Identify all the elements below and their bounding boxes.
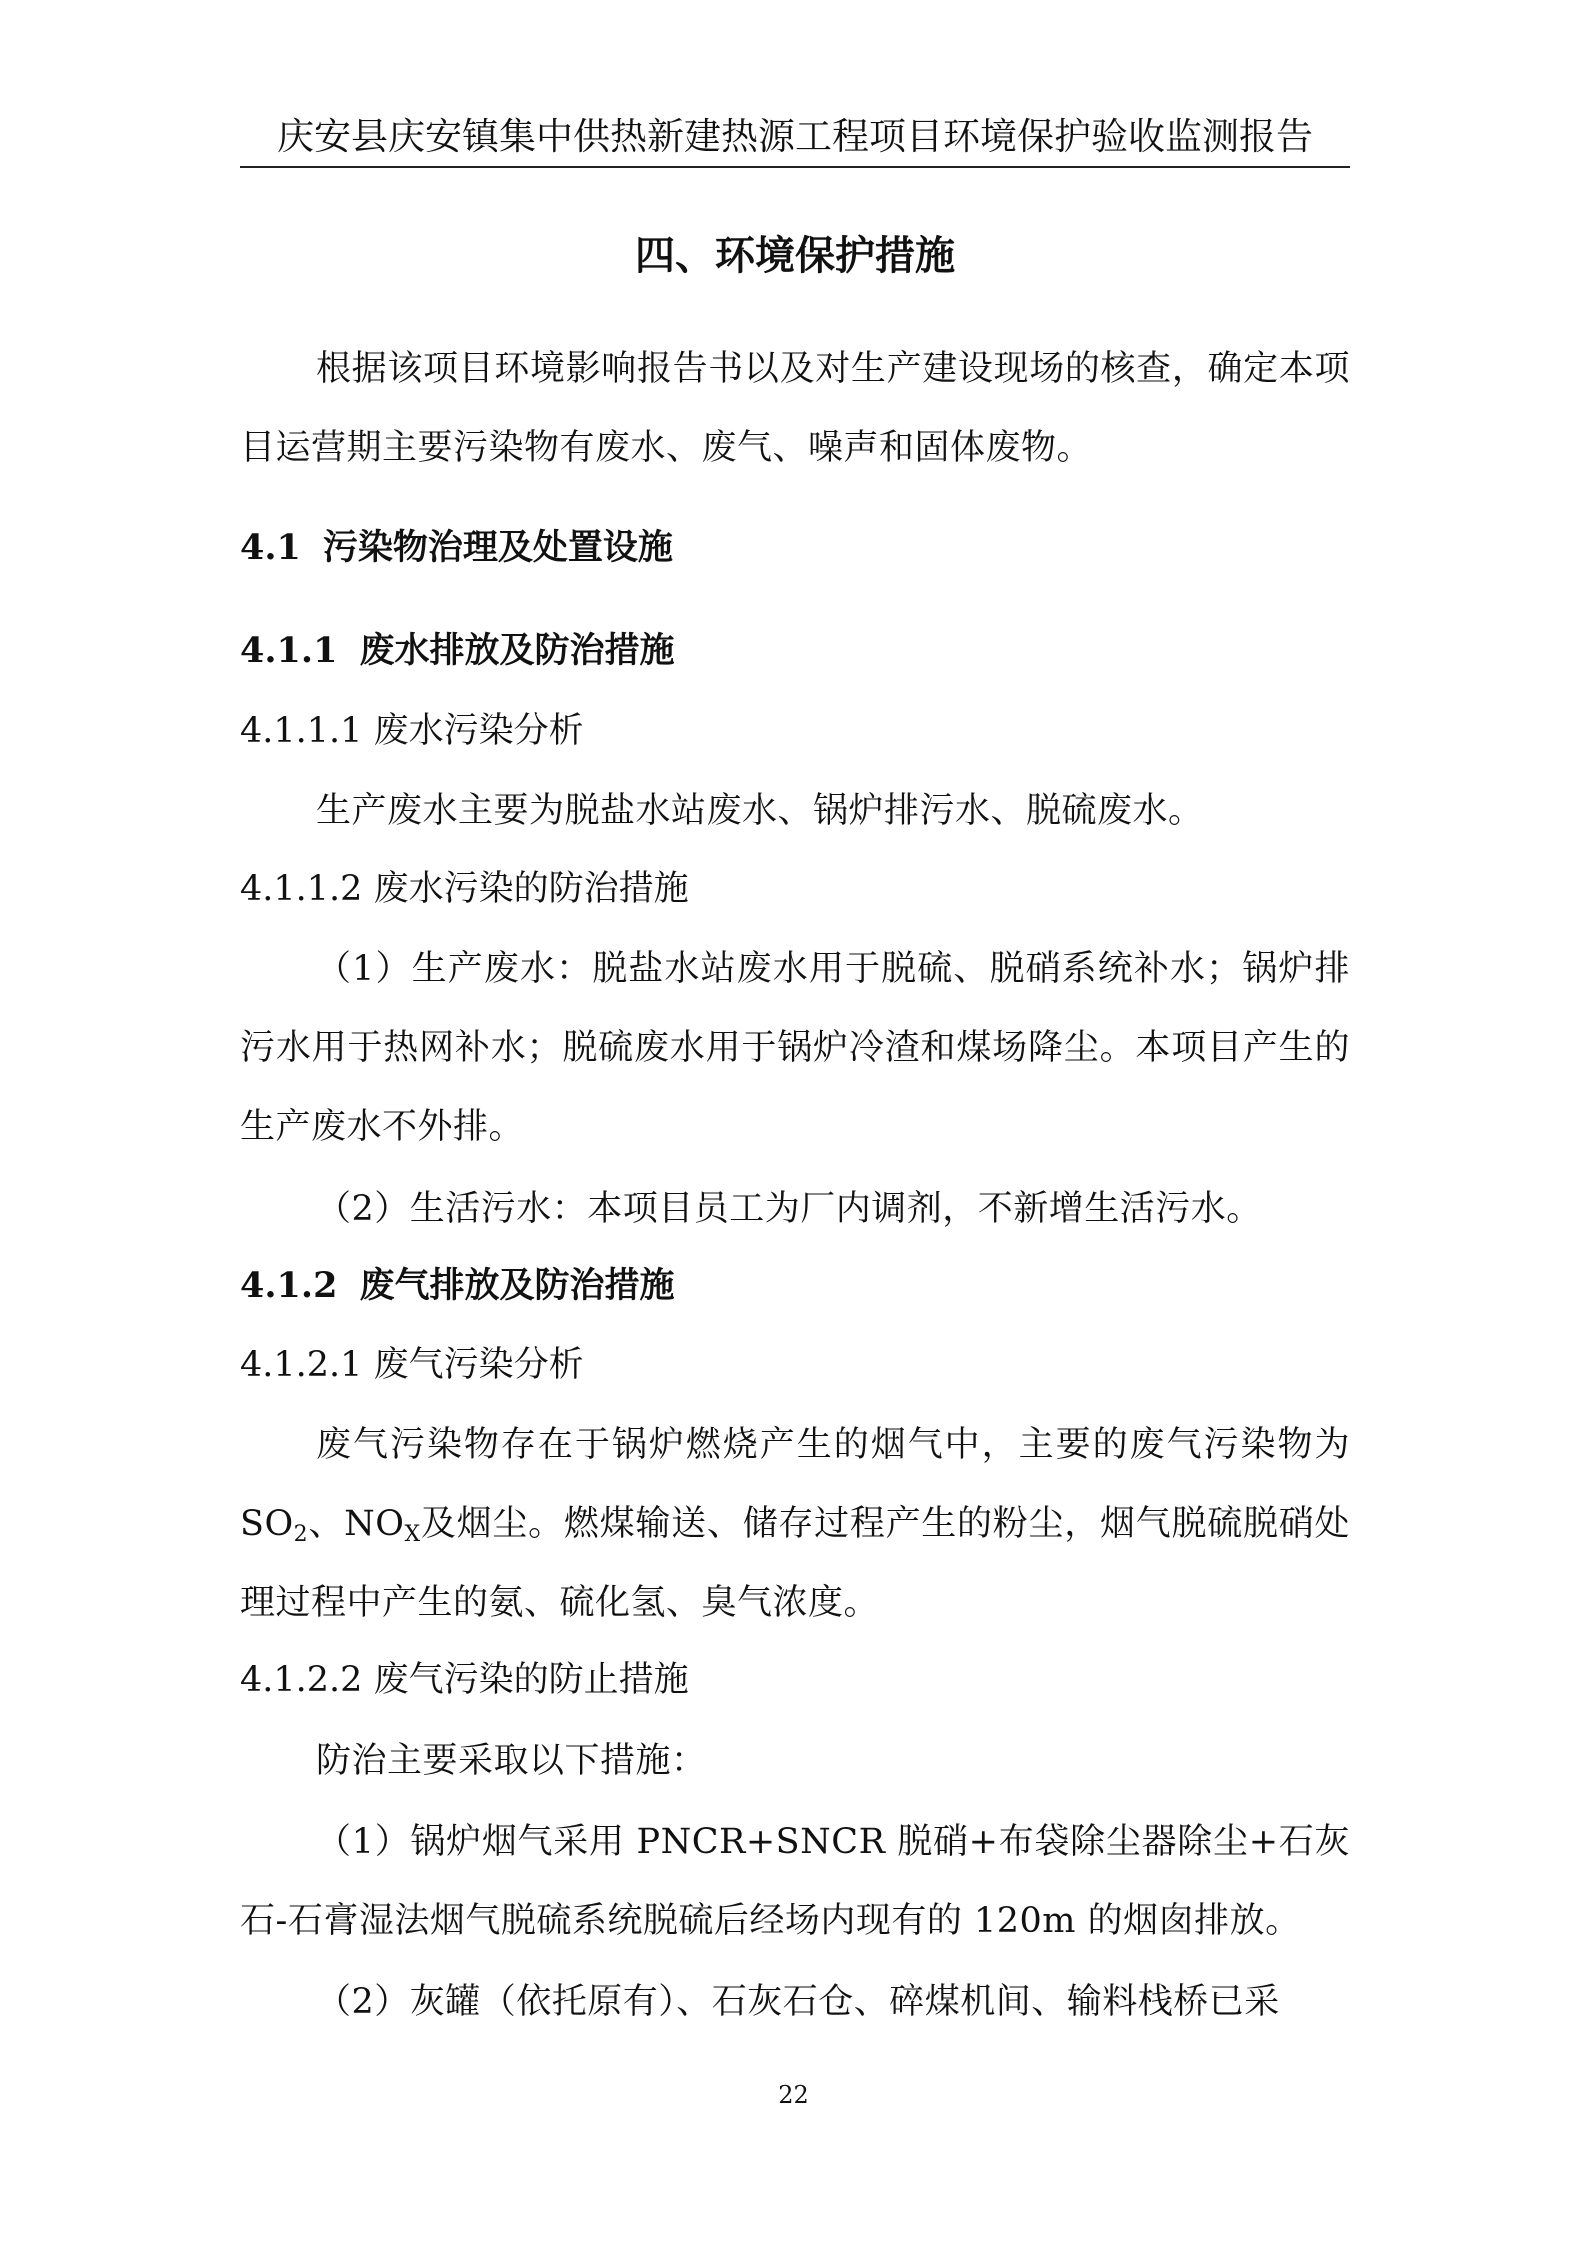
gas-analysis-text-1: 废气污染物存在于锅炉燃烧产生的烟气中，主要的废气污染物为SO — [240, 1425, 1350, 1544]
gas-measures-intro: 防治主要采取以下措施： — [316, 1741, 707, 1781]
section-heading-4-1-1-2: 4.1.1.2 废水污染的防治措施 — [240, 869, 689, 909]
section-heading-4-1-2-1: 4.1.2.1 废气污染分析 — [240, 1345, 584, 1385]
chapter-title: 四、环境保护措施 — [635, 232, 955, 279]
gas-analysis-text-3: 及烟尘。燃煤输送、储存过程产生的粉尘，烟气脱硫脱硝处理过程中产生的氨、硫化氢、臭气浓度。 — [240, 1504, 1350, 1623]
section-number: 4.1.2 — [240, 1265, 338, 1306]
section-heading-4-1-1-1: 4.1.1.1 废水污染分析 — [240, 711, 584, 751]
section-heading-4-1-2-2: 4.1.2.2 废气污染的防止措施 — [240, 1660, 689, 1700]
header-rule — [240, 166, 1350, 168]
section-number: 4.1.1 — [240, 630, 338, 671]
section-heading-4-1 — [240, 523, 673, 573]
gas-measure-1: （1）锅炉烟气采用 PNCR+SNCR 脱硝+布袋除尘器除尘+石灰石-石膏湿法烟气脱硫系统脱硫后经场内现有的 120m 的烟囱排放。 — [240, 1822, 1350, 1941]
gas-measure-2: （2）灰罐（依托原有）、石灰石仓、碎煤机间、输料栈桥已采 — [316, 1982, 1280, 2022]
wastewater-analysis-paragraph: 生产废水主要为脱盐水站废水、锅炉排污水、脱硫废水。 — [316, 791, 1204, 831]
section-number: 4.1 — [240, 527, 301, 568]
section-title: 废水排放及防治措施 — [359, 630, 675, 671]
wastewater-measure-1: （1）生产废水：脱盐水站废水用于脱硫、脱硝系统补水；锅炉排污水用于热网补水；脱硫废水用于锅炉冷渣和煤场降尘。本项目产生的生产废水不外排。 — [240, 949, 1350, 1147]
page-number: 22 — [778, 2081, 809, 2109]
wastewater-measure-2: （2）生活污水：本项目员工为厂内调剂，不新增生活污水。 — [316, 1189, 1262, 1229]
section-title: 污染物治理及处置设施 — [322, 527, 673, 568]
section-title: 废气排放及防治措施 — [359, 1265, 675, 1306]
section-heading-4-1-2 — [240, 1261, 674, 1311]
gas-analysis-paragraph — [240, 1406, 1350, 1643]
nox-subscript: X — [404, 1522, 421, 1547]
so2-subscript: 2 — [293, 1522, 309, 1547]
running-header: 庆安县庆安镇集中供热新建热源工程项目环境保护验收监测报告 — [277, 115, 1313, 158]
section-heading-4-1-1 — [240, 626, 674, 676]
gas-analysis-text-2: 、NO — [308, 1504, 405, 1544]
intro-paragraph: 根据该项目环境影响报告书以及对生产建设现场的核查，确定本项目运营期主要污染物有废水、废气、噪声和固体废物。 — [240, 349, 1350, 468]
